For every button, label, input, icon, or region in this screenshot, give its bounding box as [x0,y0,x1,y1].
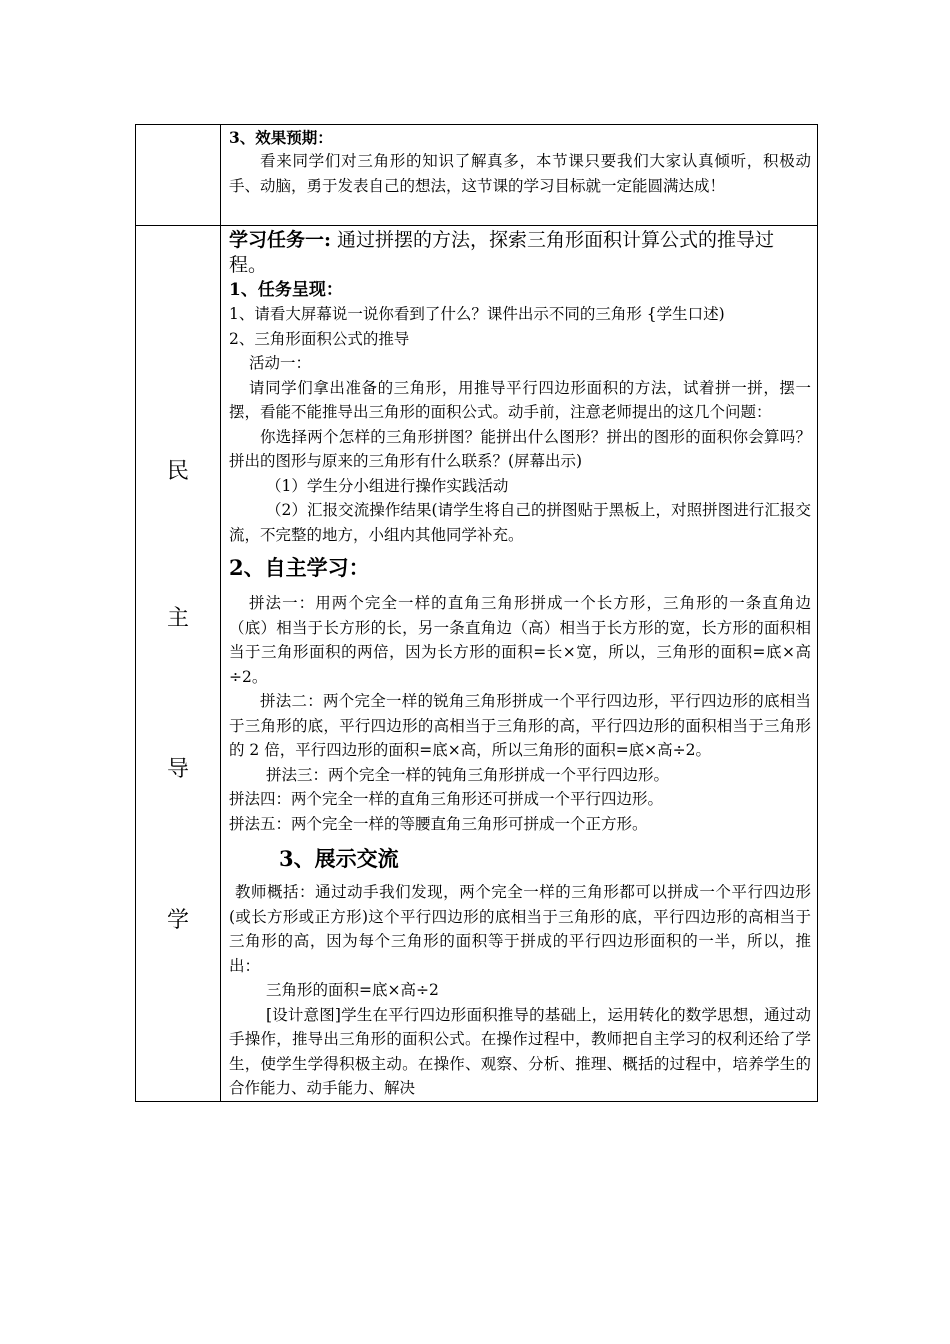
side-label-char: 导 [166,757,189,782]
paragraph: 拼法四：两个完全一样的直角三角形还可拼成一个平行四边形。 [229,790,664,808]
paragraph: [设计意图]学生在平行四边形面积推导的基础上，运用转化的数学思想，通过动手操作，推导出三角形的面积公式。在操作过程中，教师把自主学习的权利还给了学生，使学生学得积极主动。在操作、观察、分析、推理、概括的过程中，培养学生的合作能力、动手能力、解决 [229,1005,811,1097]
paragraph: 你选择两个怎样的三角形拼图？能拼出什么图形？拼出的图形的面积你会算吗？拼出的图形与原来的三角形有什么联系？(屏幕出示) [229,427,811,470]
side-label-char: 民 [166,459,189,484]
table-row [136,226,818,1102]
formula-text: 三角形的面积=底×高÷2 [266,981,439,999]
paragraph: 拼法五：两个完全一样的等腰直角三角形可拼成一个正方形。 [229,814,648,833]
paragraph: 2、三角形面积公式的推导 [229,329,410,348]
paragraph: 拼法一：用两个完全一样的直角三角形拼成一个长方形，三角形的一条直角边（底）相当于长方形的长，另一条直角边（高）相当于长方形的宽，长方形的面积相当于三角形面积的两倍，因为长方形的面积=长×宽，所以，三角形的面积=底×高÷2。 [229,594,811,686]
paragraph: 请同学们拿出准备的三角形，用推导平行四边形面积的方法，试着拼一拼，摆一摆，看能不能推导出三角形的面积公式。动手前，注意老师提出的这几个问题： [229,378,811,421]
section-heading-self-study: 2、自主学习： [229,555,370,580]
task-title-text: 通过拼摆的方法，探索三角形面积计算公式的推导过程。 [229,229,775,276]
lesson-plan-table [135,124,818,1102]
paragraph: （1）学生分小组进行操作实践活动 [266,476,509,495]
paragraph: 活动一： [249,354,312,372]
section-heading-presentation: 3、展示交流 [279,846,399,871]
section-heading-task-presentation: 1、任务呈现： [229,280,343,300]
side-label-cell [136,226,221,1102]
task-title-bold: 学习任务一: [229,229,332,251]
paragraph: （2）汇报交流操作结果(请学生将自己的拼图贴于黑板上，对照拼图进行汇报交流，不完整的地方，小组内其他同学补充。 [229,501,811,544]
effect-expectation-text: 看来同学们对三角形的知识了解真多，本节课只要我们大家认真倾听，积极动手、动脑，勇于发表自己的想法，这节课的学习目标就一定能圆满达成！ [229,152,811,195]
task-content-cell [221,226,818,1102]
side-label-char: 主 [166,606,189,631]
paragraph: 拼法二：两个完全一样的锐角三角形拼成一个平行四边形，平行四边形的底相当于三角形的底，平行四边形的高相当于三角形的高，平行四边形的面积相当于三角形的 2 倍，平行四边形的面积=底×高，所以三角形的面积=底×高÷2。 [229,692,811,759]
table-row [136,125,818,226]
task-title [229,228,811,278]
paragraph: 拼法三：两个完全一样的钝角三角形拼成一个平行四边形。 [266,765,670,784]
paragraph: 教师概括：通过动手我们发现，两个完全一样的三角形都可以拼成一个平行四边形(或长方形或正方形)这个平行四边形的底相当于三角形的底，平行四边形的高相当于三角形的高，因为每个三角形的面积等于拼成的平行四边形面积的一半，所以，推出： [229,883,811,975]
effect-expectation-cell [221,125,818,226]
label-cell-empty [136,125,221,226]
effect-expectation-heading: 3、效果预期： [229,128,333,147]
paragraph: 1、请看大屏幕说一说你看到了什么？课件出示不同的三角形 {学生口述) [229,305,725,323]
side-label-char: 学 [166,908,189,933]
